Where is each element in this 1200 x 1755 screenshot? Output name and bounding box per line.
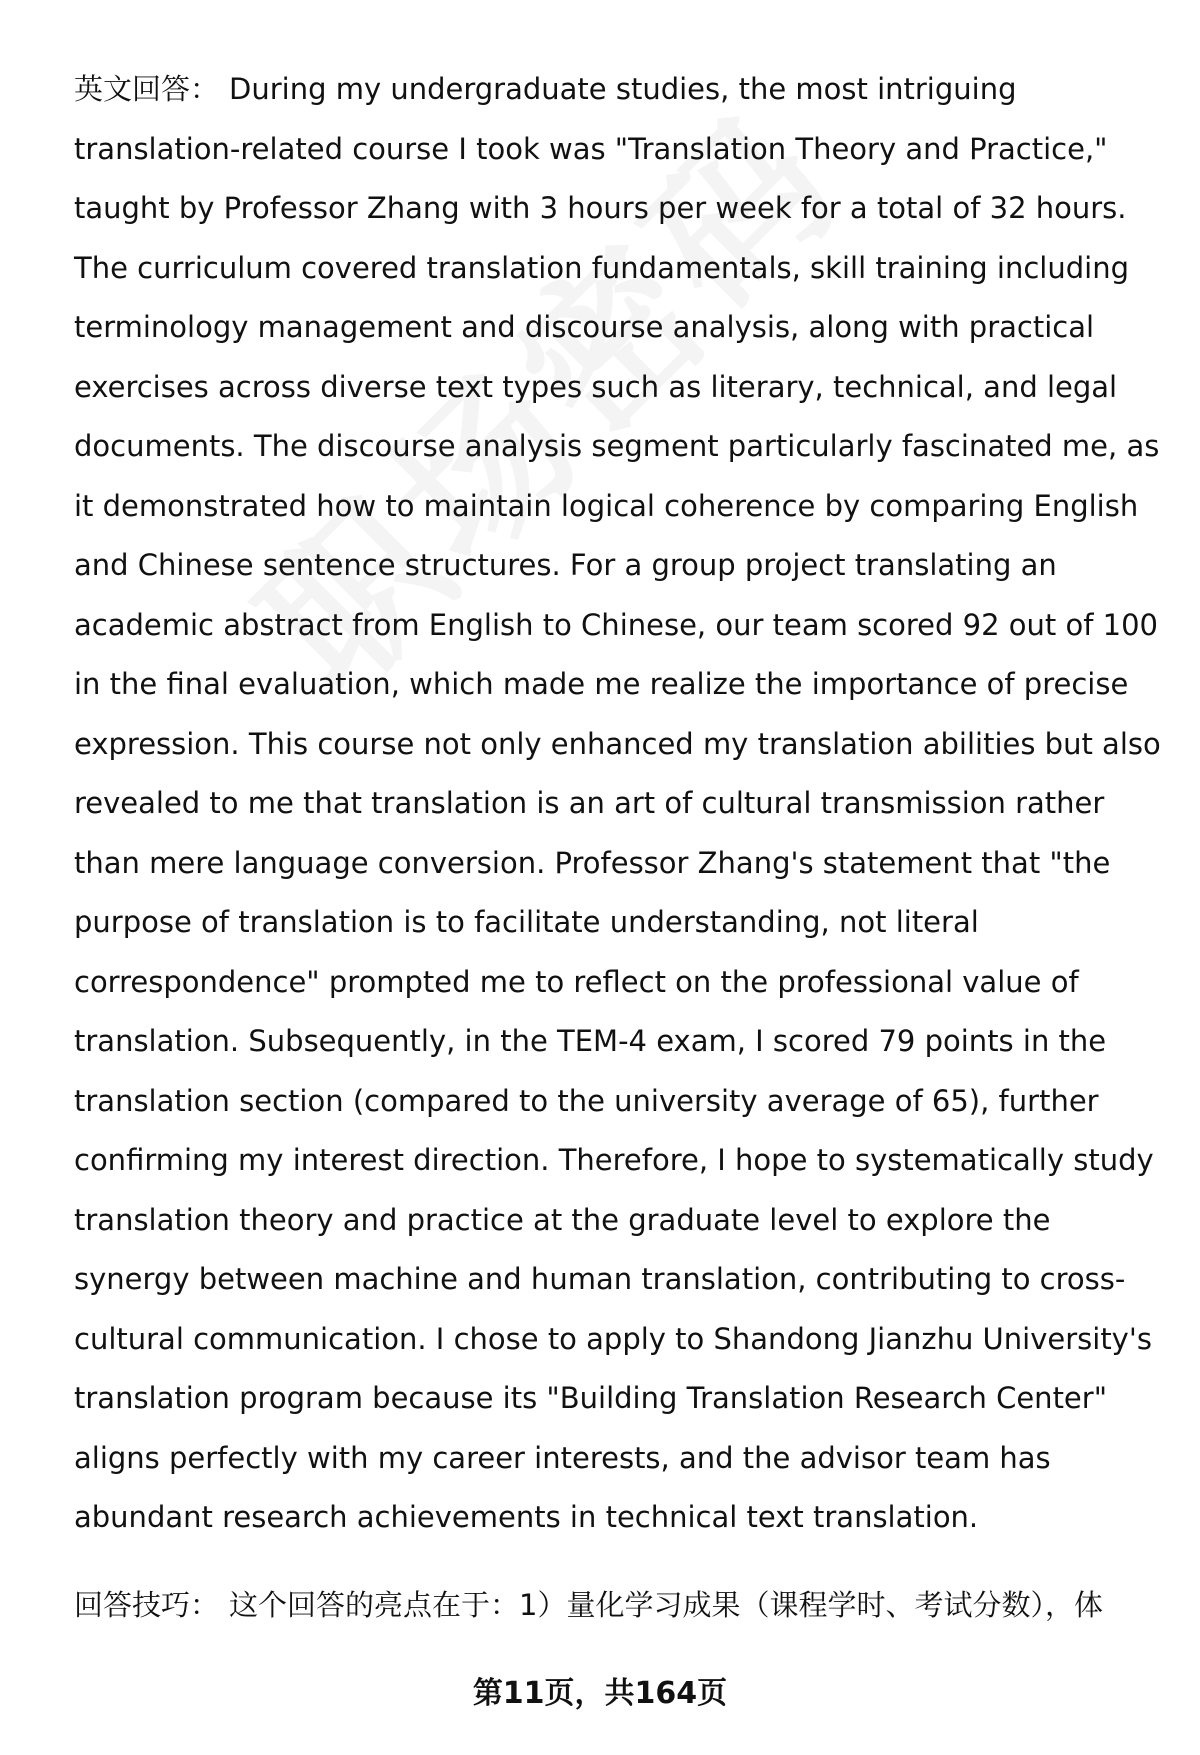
english-answer-label: 英文回答： xyxy=(74,72,220,106)
answer-tip-label: 回答技巧： xyxy=(74,1587,220,1622)
page-content xyxy=(74,60,1164,1635)
english-answer-text: During my undergraduate studies, the most intriguing translation-related course I took was "Translation Theory and Practice," taught by Professor Zhang with 3 hours per week for a total of 32 hours. The curriculum covered translation fundamentals, skill training including terminology management and discourse analysis, along with practical exercises across diverse text types such as literary, technical, and legal documents. The discourse analysis segment particularly fascinated me, as it demonstrated how to maintain logical coherence by comparing English and Chinese sentence structures. For a group project translating an academic abstract from English to Chinese, our team scored 92 out of 100 in the final evaluation, which made me realize the importance of precise expression. This course not only enhanced my translation abilities but also revealed to me that translation is an art of cultural transmission rather than mere language conversion. Professor Zhang's statement that "the purpose of translation is to facilitate understanding, not literal correspondence" prompted me to reflect on the professional value of translation. Subsequently, in the TEM-4 exam, I scored 79 points in the translation section (compared to the university average of 65), further confirming my interest direction. Therefore, I hope to systematically study translation theory and practice at the graduate level to explore the synergy between machine and human translation, contributing to cross-cultural communication. I chose to apply to Shandong Jianzhu University's translation program because its "Building Translation Research Center" aligns perfectly with my career interests, and the advisor team has abundant research achievements in technical text translation. xyxy=(74,72,1161,1534)
answer-tip-paragraph xyxy=(74,1576,1164,1636)
english-answer-paragraph xyxy=(74,60,1164,1548)
page-number-footer: 第11页，共164页 xyxy=(472,1676,728,1711)
answer-tip-text: 这个回答的亮点在于：1）量化学习成果（课程学时、考试分数），体 xyxy=(229,1587,1103,1622)
